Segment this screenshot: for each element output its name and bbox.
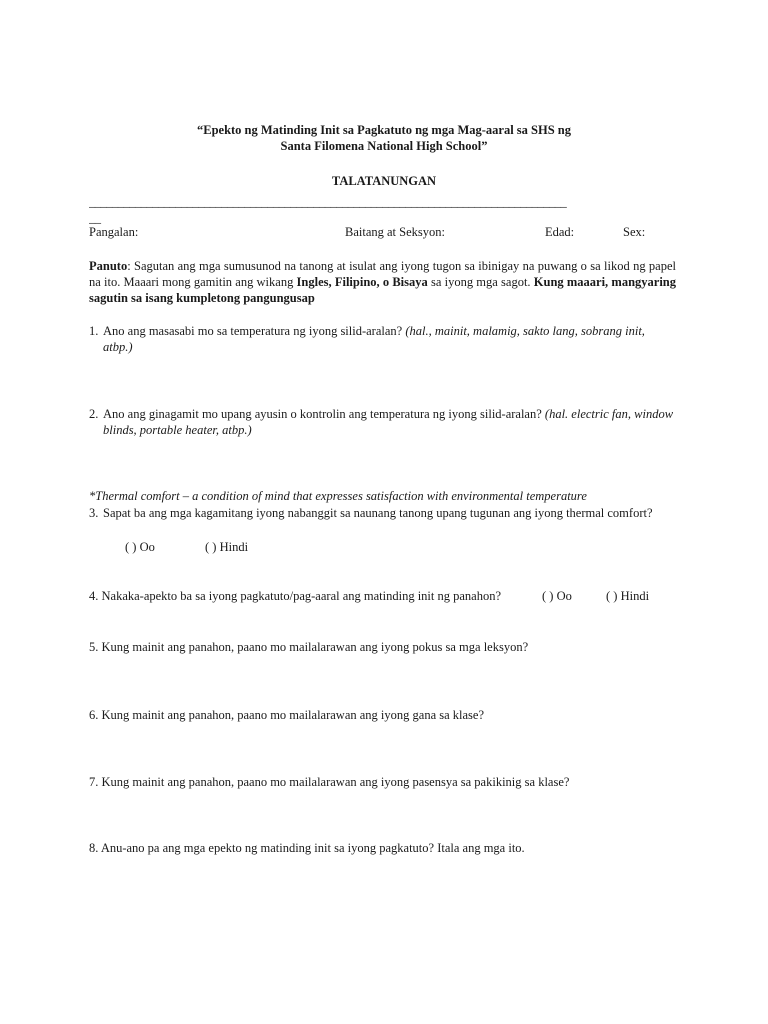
q3-option-yes[interactable]: ( ) Oo — [125, 540, 155, 554]
instructions-text-2: sa iyong mga sagot. — [427, 275, 534, 289]
divider-rule: ___________________________________________________________________________________ — [89, 195, 567, 209]
title-line-2: Santa Filomena National High School” — [280, 139, 488, 153]
question-number: 1. — [89, 324, 99, 338]
question-text: Kung mainit ang panahon, paano mo mailalarawan ang iyong gana sa klase? — [101, 708, 485, 722]
instructions-languages: Ingles, Filipino, o Bisaya — [296, 275, 428, 289]
q4-option-no[interactable]: ( ) Hindi — [606, 589, 650, 603]
question-text: Anu-ano pa ang mga epekto ng matinding init sa iyong pagkatuto? Itala ang mga ito. — [100, 841, 525, 855]
question-hint: (hal., mainit, malamig, sakto lang, sobrang init, atbp.) — [103, 324, 645, 354]
question-4 — [89, 588, 501, 604]
question-2 — [89, 406, 676, 440]
question-number: 5. — [89, 640, 99, 654]
question-number: 4. — [89, 589, 99, 603]
question-number: 7. — [89, 775, 99, 789]
questionnaire-heading: TALATANUNGAN — [331, 174, 437, 188]
question-8 — [89, 840, 525, 856]
title-line-1: “Epekto ng Matinding Init sa Pagkatuto ng mga Mag-aaral sa SHS ng — [196, 123, 571, 137]
question-hint: (hal. electric fan, window blinds, portable heater, atbp.) — [103, 407, 674, 437]
question-text: Ano ang ginagamit mo upang ayusin o kontrolin ang temperatura ng iyong silid-aralan? — [103, 407, 545, 421]
question-text: Ano ang masasabi mo sa temperatura ng iyong silid-aralan? — [103, 324, 406, 338]
question-1 — [89, 323, 676, 357]
instructions — [89, 258, 676, 306]
question-6 — [89, 707, 484, 723]
question-text: Kung mainit ang panahon, paano mo mailalarawan ang iyong pokus sa mga leksyon? — [101, 640, 529, 654]
question-text: Nakaka-apekto ba sa iyong pagkatuto/pag-aaral ang matinding init ng panahon? — [101, 589, 502, 603]
question-3 — [89, 505, 676, 539]
age-field-label: Edad: — [545, 225, 575, 239]
question-number: 3. — [89, 506, 99, 520]
sex-field-label: Sex: — [623, 225, 646, 239]
thermal-comfort-note: *Thermal comfort – a condition of mind that expresses satisfaction with environmental temperature — [89, 489, 587, 503]
question-number: 6. — [89, 708, 99, 722]
q4-option-yes[interactable]: ( ) Oo — [542, 589, 572, 603]
question-7 — [89, 774, 569, 790]
name-field-label: Pangalan: — [89, 225, 139, 239]
instructions-label: Panuto — [89, 259, 128, 273]
instructions-text-1: : Sagutan ang mga sumusunod na tanong at isulat ang iyong tugon sa ibinigay na puwang o sa likod ng papel na ito. Maaari mong gamitin ang wikang — [89, 259, 676, 289]
q3-option-no[interactable]: ( ) Hindi — [205, 540, 249, 554]
instructions-complete-sentence: Kung maaari, mangyaring sagutin sa isang kumpletong pangungusap — [89, 275, 676, 305]
question-number: 2. — [89, 407, 99, 421]
question-number: 8. — [89, 841, 99, 855]
divider-rule-tail: __ — [89, 211, 101, 225]
grade-section-field-label: Baitang at Seksyon: — [345, 225, 445, 239]
question-5 — [89, 639, 528, 655]
question-text: Kung mainit ang panahon, paano mo mailalarawan ang iyong pasensya sa pakikinig sa klase? — [101, 775, 570, 789]
question-text: Sapat ba ang mga kagamitang iyong nabanggit sa naunang tanong upang tugunan ang iyong thermal comfort? — [103, 506, 653, 520]
